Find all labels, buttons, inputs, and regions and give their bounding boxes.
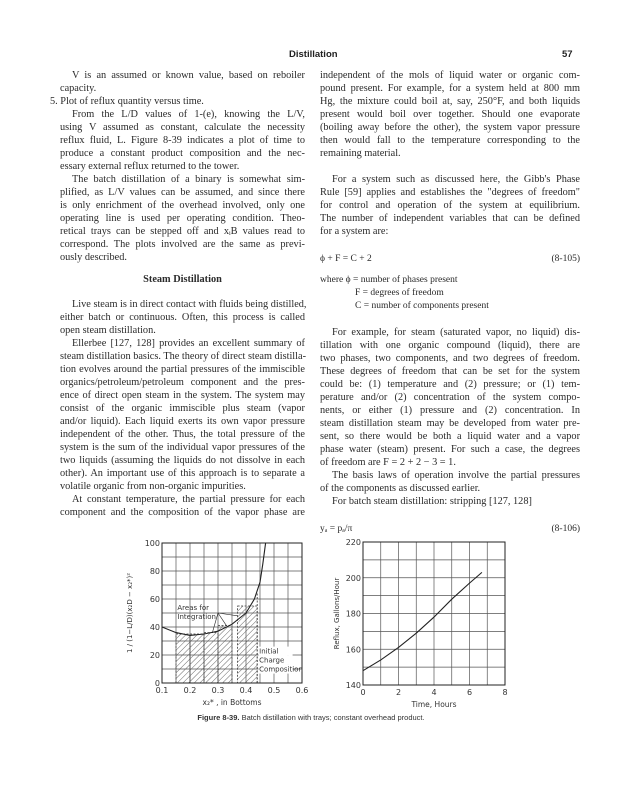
y-tick-label: 180: [345, 609, 361, 619]
text-line: for control and operation of the system at equilibrium.: [320, 200, 580, 211]
text-line: Ellerbee [127, 128] provides an excellent summary of: [72, 338, 305, 349]
text-line: perature and/or (2) concentration of the system compo-: [320, 392, 580, 403]
annotation-areas-for-integration: Areas for: [177, 604, 210, 613]
text-line: tillation with one organic compound (liquid), there are: [320, 340, 580, 351]
text-line: of the components as discussed earlier.: [320, 483, 481, 494]
text-line: Hg, the mixture could boil at, say, 250°F, and both liquids: [320, 96, 580, 107]
x-axis-label: x₂* , in Bottoms: [202, 698, 262, 707]
text-line: and/or liquid). Each liquid exerts its own vapor pressure: [60, 416, 305, 427]
text-line: remaining material.: [320, 148, 401, 159]
y-tick-label: 80: [149, 567, 160, 576]
text-line: V is an assumed or known value, based on reboiler: [72, 70, 305, 81]
text-line: F = degrees of freedom: [355, 288, 444, 298]
annotation-arrow: [218, 613, 238, 616]
text-line: reflux fluid, L. Figure 8-39 indicates a plot of time to: [60, 135, 305, 146]
text-line: plified, as L/V values can be assumed, and since there: [60, 187, 305, 198]
y-tick-label: 160: [345, 645, 361, 655]
text-line: steam distillation steam may be developed from water pre-: [320, 418, 580, 429]
section-heading: Steam Distillation: [143, 274, 222, 285]
equation-number: (8-105): [551, 254, 580, 264]
equation-text: ϕ + F = C + 2: [320, 254, 372, 264]
text-line: (boiling away before the other), the system vapor pressure: [320, 122, 580, 133]
annotation-areas-for-integration: Integration: [177, 613, 216, 622]
text-line: organics/petroleum/petroleum component and the pres-: [60, 377, 305, 388]
text-line: C = number of components present: [355, 301, 489, 311]
text-line: For example, for steam (saturated vapor, no liquid) dis-: [332, 327, 580, 338]
x-axis-label: Time, Hours: [411, 700, 457, 709]
text-line: capacity.: [60, 83, 97, 94]
annotation-initial-charge: Initial: [259, 647, 279, 656]
text-line: These degrees of freedom that can be set for the system: [320, 366, 580, 377]
text-line: consist of the organic immiscible plus steam (vapor: [60, 403, 305, 414]
text-line: open steam distillation.: [60, 325, 156, 336]
text-line: steam distillation basics. The theory of direct steam distilla-: [60, 351, 307, 362]
text-line: could be: (1) temperature and (2) pressure; or (1) tem-: [320, 379, 580, 390]
text-line: The number of independent variables that can be defined: [320, 213, 580, 224]
text-line: nents, or either (1) pressure and (2) concentration. In: [320, 405, 580, 416]
x-tick-label: 4: [431, 688, 437, 697]
y-tick-label: 0: [154, 679, 160, 688]
x-tick-label: 0.3: [211, 686, 225, 695]
figure-caption: [0, 713, 622, 722]
text-line: Rule [59] applies and establishes the "degrees of freedom": [320, 187, 580, 198]
text-line: Live steam is in direct contact with fluids being distilled,: [72, 299, 307, 310]
text-line: essary external reflux returned to the tower.: [60, 161, 240, 172]
text-line: correspond. The plots involved are the same as previ-: [60, 239, 305, 250]
y-axis-label: Reflux, Gallons/Hour: [333, 577, 341, 650]
y-tick-label: 140: [345, 681, 361, 690]
text-line: produce a constant product composition and the nec-: [60, 148, 305, 159]
annotation-arrow: [218, 613, 226, 626]
text-line: other). An important use of this approach is to separate a: [60, 468, 305, 479]
equation-text: yₐ = pₐ/π: [320, 524, 353, 534]
x-tick-label: 0.6: [295, 686, 309, 695]
text-line: is only enrichment of the overhead involved, only one: [60, 200, 305, 211]
x-tick-label: 8: [502, 688, 508, 697]
page-number: 57: [562, 49, 573, 60]
text-line: then would fall to the temperature corresponding to the: [320, 135, 580, 146]
text-line: The batch distillation of a binary is somewhat sim-: [72, 174, 305, 185]
y-axis-label: 1 / (1−L/D)(x₂D − x₂*)²: [126, 572, 134, 654]
annotation-initial-charge: Charge: [259, 656, 285, 665]
text-line: system is the sum of the individual vapor pressures of the: [60, 442, 305, 453]
text-line: tion evolves around the partial pressures of the immiscible: [60, 364, 305, 375]
text-line: For batch steam distillation: stripping [127, 128]: [332, 496, 532, 507]
text-line: two phases, two components, and two degrees of freedom.: [320, 353, 580, 364]
y-tick-label: 40: [149, 623, 160, 632]
text-line: where ϕ = number of phases present: [320, 275, 458, 285]
text-line: At constant temperature, the partial pressure for each: [72, 494, 305, 505]
figure-caption-label: Figure 8-39.: [197, 713, 240, 722]
text-line: From the L/D values of 1-(e), knowing the L/V,: [72, 109, 305, 120]
x-tick-label: 0.2: [183, 686, 197, 695]
text-line: sent, so there would be both a liquid water and a vapor: [320, 431, 580, 442]
x-tick-label: 2: [395, 688, 402, 697]
text-line: For a system such as discussed here, the Gibb's Phase: [332, 174, 580, 185]
text-line: pound present. For example, for a system held at 800 mm: [320, 83, 580, 94]
text-line: independent of the mols of liquid water or organic com-: [320, 70, 580, 81]
annotation-initial-charge: Composition: [259, 665, 303, 674]
text-line: ously described.: [60, 252, 127, 263]
figure-caption-text: Batch distillation with trays; constant overhead product.: [239, 713, 425, 722]
y-tick-label: 200: [345, 573, 361, 583]
y-tick-label: 20: [149, 651, 160, 660]
text-line: phase water (steam) present. For such a case, the degrees: [320, 444, 580, 455]
text-line: two liquids (assuming the liquids do not dissolve in each: [60, 455, 305, 466]
text-line: retical trays can be stepped off and xᵢB values read to: [60, 226, 305, 237]
text-line: either batch or continuous. Often, this process is called: [60, 312, 305, 323]
x-tick-label: 0.4: [239, 686, 253, 695]
y-tick-label: 60: [149, 595, 160, 604]
text-line: component and the composition of the vapor phase are: [60, 507, 305, 518]
x-tick-label: 0: [360, 688, 366, 697]
x-tick-label: 0.1: [155, 686, 169, 695]
text-line: volatile organic from non-organic impurities.: [60, 481, 246, 492]
text-line: of freedom are F = 2 + 2 − 3 = 1.: [320, 457, 456, 468]
text-line: using V assumed as constant, calculate the necessity: [60, 122, 305, 133]
x-tick-label: 6: [466, 688, 473, 697]
text-line: The basis laws of operation involve the partial pressures: [332, 470, 580, 481]
y-tick-label: 100: [144, 539, 160, 548]
text-line: present would boil over together. Should one evaporate: [320, 109, 580, 120]
text-line: 5. Plot of reflux quantity versus time.: [50, 96, 204, 107]
y-tick-label: 220: [345, 538, 361, 547]
text-line: for a system are:: [320, 226, 389, 237]
integration-area-bar: [218, 626, 232, 683]
x-tick-label: 0.5: [267, 686, 281, 695]
equation-number: (8-106): [551, 524, 580, 534]
integration-area-bar: [204, 633, 218, 683]
text-line: independent of the other. Thus, the total pressure of the: [60, 429, 305, 440]
running-header-title: Distillation: [289, 49, 338, 60]
text-line: ence of direct open steam in the system. The system may: [60, 390, 305, 401]
text-line: operating line is used per operating condition. Theo-: [60, 213, 305, 224]
